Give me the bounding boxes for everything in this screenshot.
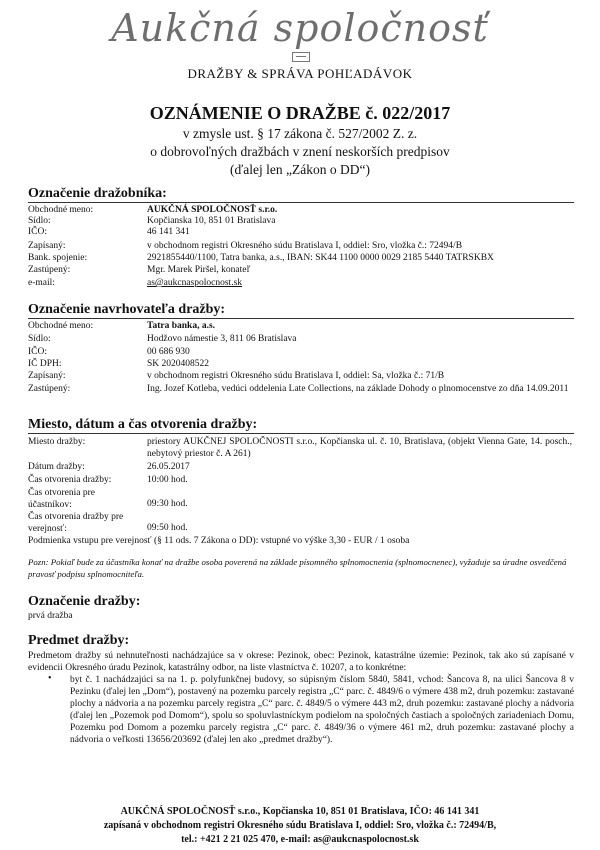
row-label: Bank. spojenie: [28, 253, 88, 263]
note-text: Pozn: Pokiaľ bude za účastníka konať na dražbe osoba poverená na základe písomného splnomocnenia (splnomocnenec), vyžaduje sa úradne osvedčená pravosť podpisu splnomocniteľa. [28, 557, 567, 579]
row-label: Miesto dražby: [28, 437, 86, 447]
row-value: 2921855440/1100, Tatra banka, a.s., IBAN: SK44 1100 0000 0029 2185 5440 TATRSKBX [147, 253, 494, 263]
row-label: Zapísaný: [28, 371, 66, 381]
section-divider [28, 318, 574, 319]
entry-condition: Podmienka vstupu pre verejnosť (§ 11 ods. 7 Zákona o DD): vstupné vo výške 3,30 - EUR / 1 osoba [28, 536, 410, 546]
row-label: Sídlo: [28, 334, 51, 344]
row-label: Dátum dražby: [28, 462, 85, 472]
subtitle-line-3: (ďalej len „Zákon o DD“) [230, 162, 370, 177]
row-label: IČO: [28, 227, 47, 237]
row-value: 00 686 930 [147, 347, 190, 357]
auction-designation: prvá dražba [28, 611, 73, 621]
email-link[interactable]: as@aukcnaspolocnost.sk [147, 278, 243, 288]
section-heading-predmet: Predmet dražby: [28, 633, 130, 648]
row-label: Obchodné meno: [28, 205, 94, 215]
row-label: Zastúpený: [28, 265, 71, 275]
row-value: 46 141 341 [147, 227, 190, 237]
row-label: IČ DPH: [28, 359, 62, 369]
row-value: v obchodnom registri Okresného súdu Bratislava I, oddiel: Sa, vložka č.: 71/B [147, 371, 445, 381]
document-title: OZNÁMENIE O DRAŽBE č. 022/2017 [149, 103, 451, 123]
subject-bullet-text: byt č. 1 nachádzajúci sa na 1. p. polyfunkčnej budovy, so súpisným číslom 5840, 5841, vchod: Šancova 8, na ulici Šancova 8 v Pezinku (ďalej len „Dom“), postavený na pozemku parcely registra „C“ parc. č. 4849/6 o výmere 438 m2, druh pozemku: zastavané plochy a nádvoria a na pozemku parcely registra „C“ parc. č. 4849/5 o výmere 443 m2, druh pozemku: zastavané plochy a nádvoria (ďalej len „Pozemok pod Domom“), spolu so spoluvlastníckym podielom na spoločných častiach a spoločných zariadeniach Domu, Pozemku pod Domom a pozemku parcely registra „C“ parc. č. 4849/36 o výmere 461 m2, druh pozemku: zastavané plochy a nádvoria o veľkosti 13656/203692 (ďalej len ako „predmet dražby“). [70, 675, 574, 745]
footer-line-2: zapísaná v obchodnom registri Okresného súdu Bratislava I, oddiel: Sro, vložka č.: 72494/B, [103, 820, 497, 831]
row-label: e-mail: [28, 278, 55, 288]
row-label: Čas otvorenia dražby pre verejnosť: [28, 512, 124, 534]
bullet-icon: • [48, 673, 52, 684]
row-label: Zapísaný: [28, 241, 66, 251]
row-label: Sídlo: [28, 216, 51, 226]
row-value: AUKČNÁ SPOLOČNOSŤ s.r.o. [147, 205, 278, 215]
section-heading-drazobnik: Označenie dražobníka: [28, 186, 167, 201]
miesto-row-public [28, 511, 574, 535]
footer-line-1: AUKČNÁ SPOLOČNOSŤ s.r.o., Kopčianska 10, 851 01 Bratislava, IČO: 46 141 341 [120, 806, 480, 817]
section-divider [28, 202, 574, 203]
row-value: SK 2020408522 [147, 359, 210, 369]
row-value: 26.05.2017 [147, 462, 190, 472]
row-label: IČO: [28, 347, 47, 357]
subtitle-line-1: v zmysle ust. § 17 zákona č. 527/2002 Z. z. [182, 126, 418, 141]
company-logo: Aukčná spoločnosť [111, 6, 489, 50]
row-value: priestory AUKČNEJ SPOLOČNOSTI s.r.o., Kopčianska ul. č. 10, Bratislava, (objekt Vienna Gate, 14. posch., nebytový priestor č. A 261) [147, 437, 572, 459]
row-label: Obchodné meno: [28, 321, 94, 331]
section-heading-navrhovatel: Označenie navrhovateľa dražby: [28, 302, 226, 317]
row-value: 10:00 hod. [147, 475, 188, 485]
row-value: 09:50 hod. [147, 523, 188, 533]
row-value: Kopčianska 10, 851 01 Bratislava [147, 216, 276, 226]
row-label: Zastúpený: [28, 384, 71, 394]
row-value: 09:30 hod. [147, 499, 188, 509]
row-label: Čas otvorenia dražby: [28, 475, 112, 485]
row-value: Hodžovo námestie 3, 811 06 Bratislava [147, 334, 297, 344]
row-label: Čas otvorenia pre účastníkov: [28, 488, 96, 510]
section-heading-oznacenie: Označenie dražby: [28, 594, 141, 609]
footer-line-3: tel.: +421 2 21 025 470, e-mail: as@aukcnaspolocnost.sk [181, 834, 419, 845]
logo-emblem-icon [292, 52, 310, 62]
section-heading-miesto: Miesto, dátum a čas otvorenia dražby: [28, 417, 258, 432]
subtitle-line-2: o dobrovoľných dražbách v znení neskorších predpisov [150, 144, 450, 159]
section-divider [28, 433, 574, 434]
row-value: v obchodnom registri Okresného súdu Bratislava I, oddiel: Sro, vložka č.: 72494/B [147, 241, 463, 251]
row-value: Mgr. Marek Piršel, konateľ [147, 265, 251, 275]
subject-intro: Predmetom dražby sú nehnuteľnosti nachádzajúce sa v okrese: Pezinok, obec: Pezinok, katastrálne územie: Pezinok, tak ako sú zapísané v evidencii Okresného úradu Pezinok, katastrálny odbor, na liste vlastníctva č. 10207, a to konkrétne: [28, 651, 574, 673]
row-value: Tatra banka, a.s. [147, 321, 216, 331]
row-value: Ing. Jozef Kotleba, vedúci oddelenia Late Collections, na základe Dohody o plnomocenstve zo dňa 14.09.2011 [147, 384, 569, 394]
company-tagline: DRAŽBY & SPRÁVA POHĽADÁVOK [187, 66, 413, 81]
miesto-row-participants [28, 487, 574, 511]
